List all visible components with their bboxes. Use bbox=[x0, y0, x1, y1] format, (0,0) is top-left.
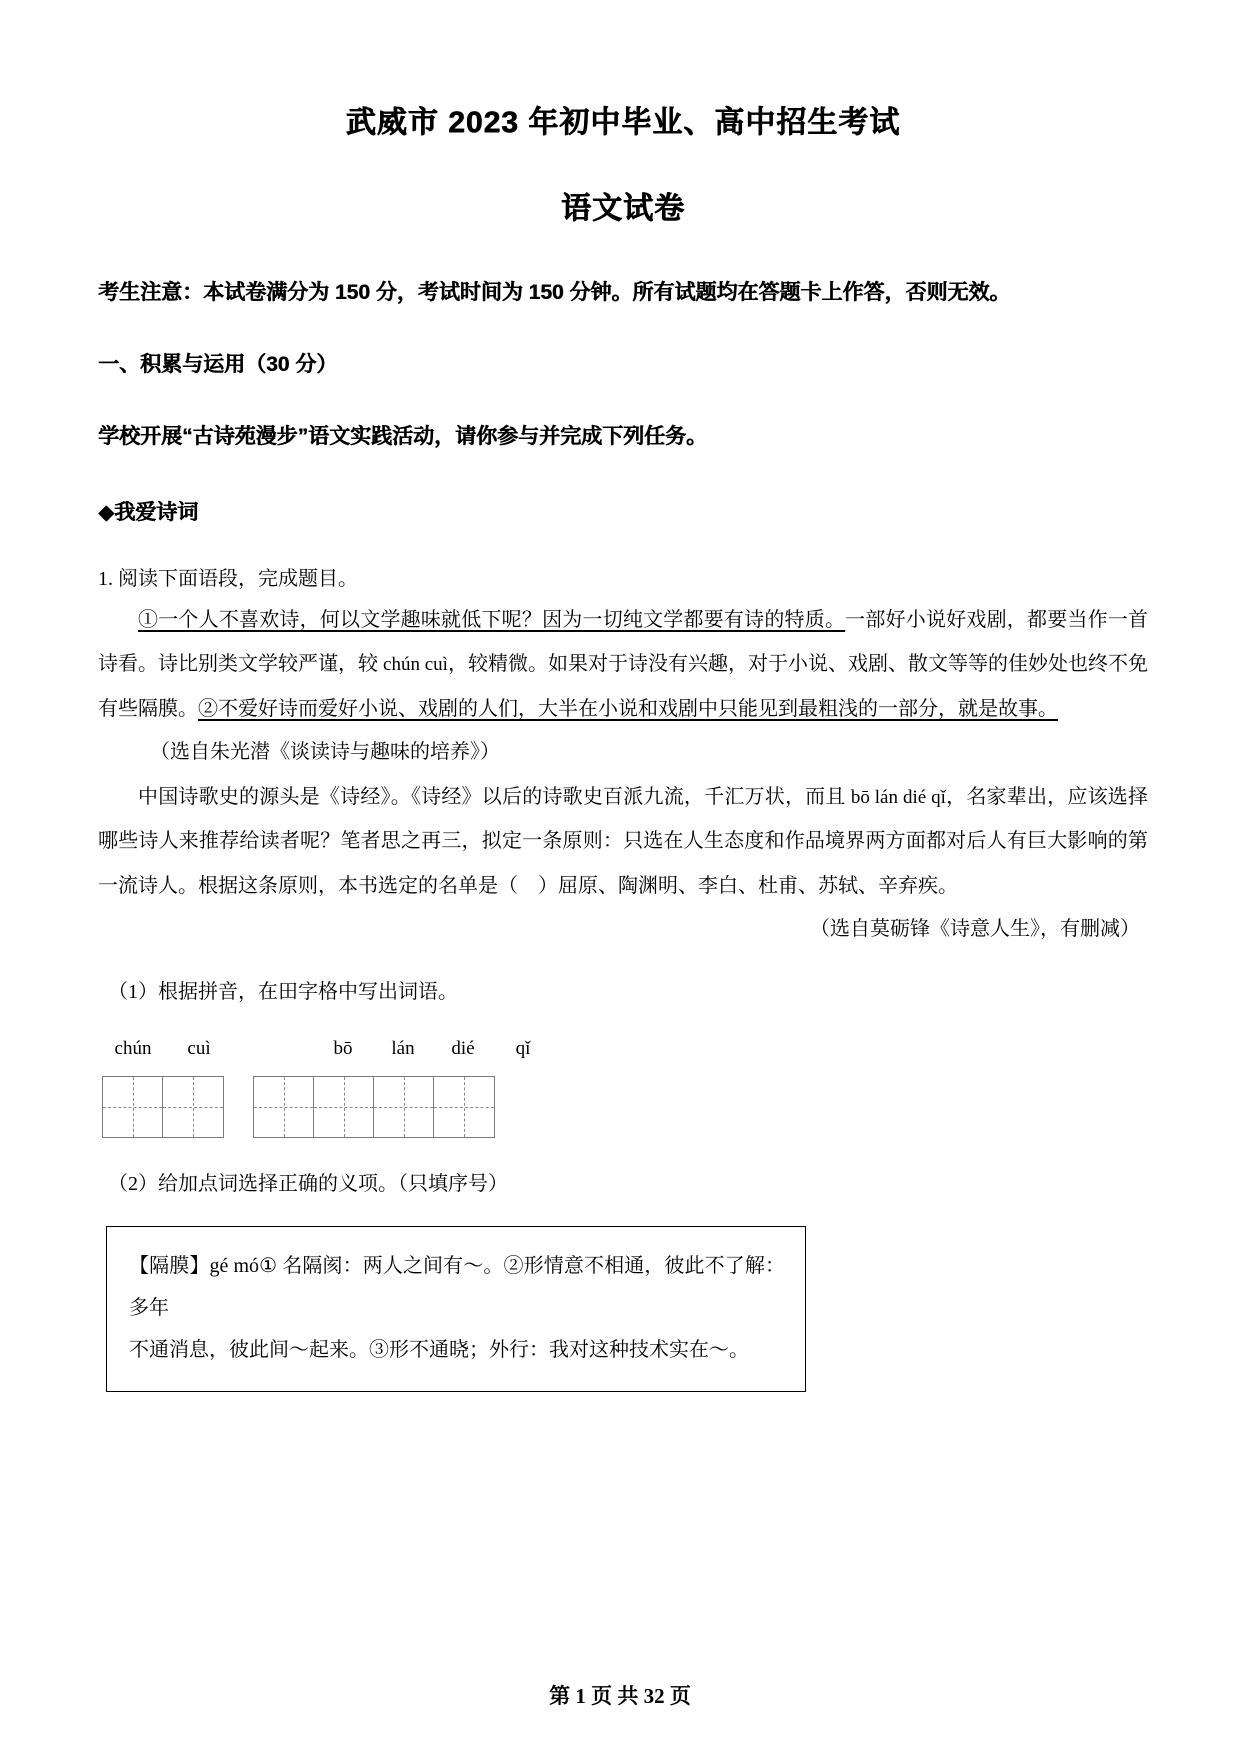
tianzige-cell[interactable] bbox=[103, 1077, 163, 1137]
pinyin-syllable: lán bbox=[391, 1038, 415, 1060]
pinyin-labels-row bbox=[98, 1038, 1148, 1068]
activity-instruction: 学校开展“古诗苑漫步”语文实践活动，请你参与并完成下列任务。 bbox=[98, 425, 707, 449]
pinyin-group-1 bbox=[100, 1038, 232, 1060]
pinyin-chun-cui-inline: chún cuì bbox=[383, 654, 448, 676]
citation-1: （选自朱光潜《谈读诗与趣味的培养》） bbox=[150, 741, 500, 764]
pinyin-syllable: dié bbox=[451, 1038, 475, 1060]
underlined-sentence-1: ①一个人不喜欢诗，何以文学趣味就低下呢？因为一切纯文学都要有诗的特质。 bbox=[138, 608, 846, 631]
pinyin-group-2 bbox=[313, 1038, 553, 1060]
passage-paragraph-1 bbox=[98, 598, 1148, 731]
passage-1-segment-b: 一部好小说好戏剧，都要当作一首诗看。诗比别类文学较严谨，较 bbox=[98, 608, 1149, 676]
dictionary-line-1: 【隔膜】gé mó① 名隔阂：两人之间有～。②形情意不相通，彼此不了解：多年 bbox=[129, 1255, 785, 1320]
passage-2-segment-b: ，名家辈出，应该选择哪些诗人来推荐给读者呢？笔者思之再三，拟定一条原则：只选在人生态度和作品境界两方面都对后人有巨大影响的第一流诗人。根据这条原则，本书选定的名单是（ ）屈原、陶渊明、李白、杜甫、苏轼、辛弃疾。 bbox=[98, 786, 1149, 897]
subsection-heading-poetry: ◆我爱诗词 bbox=[98, 500, 199, 524]
question-1-1-prompt: （1）根据拼音，在田字格中写出词语。 bbox=[108, 981, 458, 1004]
tianzige-grid-1[interactable] bbox=[102, 1076, 224, 1138]
question-1-2-prompt: （2）给加点词选择正确的义项。（只填序号） bbox=[108, 1173, 508, 1196]
dictionary-line-2: 不通消息，彼此间～起来。③形不通晓；外行：我对这种技术实在～。 bbox=[129, 1339, 749, 1362]
underlined-sentence-2: ②不爱好诗而爱好小说、戏剧的人们，大半在小说和戏剧中只能见到最粗浅的一部分，就是故事。 bbox=[198, 697, 1058, 720]
candidate-notice: 考生注意：本试卷满分为 150 分，考试时间为 150 分钟。所有试题均在答题卡上作答，否则无效。 bbox=[98, 281, 1011, 304]
page-title: 武威市 2023 年初中毕业、高中招生考试 bbox=[345, 106, 901, 139]
section-heading-one: 一、积累与运用（30 分） bbox=[98, 353, 338, 377]
page-footer: 第 1 页 共 32 页 bbox=[549, 1684, 691, 1708]
tianzige-cell[interactable] bbox=[374, 1077, 434, 1137]
pinyin-syllable: cuì bbox=[187, 1038, 211, 1060]
pinyin-bo-lan-die-qi-inline: bō lán dié qǐ bbox=[850, 787, 946, 809]
citation-2: （选自莫砺锋《诗意人生》，有删减） bbox=[810, 918, 1140, 941]
dictionary-entry-box bbox=[106, 1226, 806, 1392]
passage-2-segment-a: 中国诗歌史的源头是《诗经》。《诗经》以后的诗歌史百派九流，千汇万状，而且 bbox=[138, 786, 851, 809]
tianzige-cell[interactable] bbox=[163, 1077, 223, 1137]
tianzige-cell[interactable] bbox=[314, 1077, 374, 1137]
pinyin-syllable: chún bbox=[114, 1038, 152, 1060]
question-1-stem: 1. 阅读下面语段，完成题目。 bbox=[98, 567, 358, 590]
tianzige-cell[interactable] bbox=[254, 1077, 314, 1137]
tianzige-grid-row bbox=[102, 1076, 1148, 1138]
passage-1-segment-c: ，较精微。如果对于诗没有兴趣，对于小说、戏剧、散文等等的佳妙处也终不免有些隔膜。 bbox=[98, 653, 1149, 720]
pinyin-syllable: bō bbox=[333, 1038, 353, 1060]
tianzige-grid-2[interactable] bbox=[253, 1076, 495, 1138]
pinyin-syllable: qǐ bbox=[515, 1038, 531, 1060]
page-subtitle: 语文试卷 bbox=[561, 192, 685, 225]
passage-paragraph-2 bbox=[98, 775, 1148, 908]
tianzige-cell[interactable] bbox=[434, 1077, 494, 1137]
